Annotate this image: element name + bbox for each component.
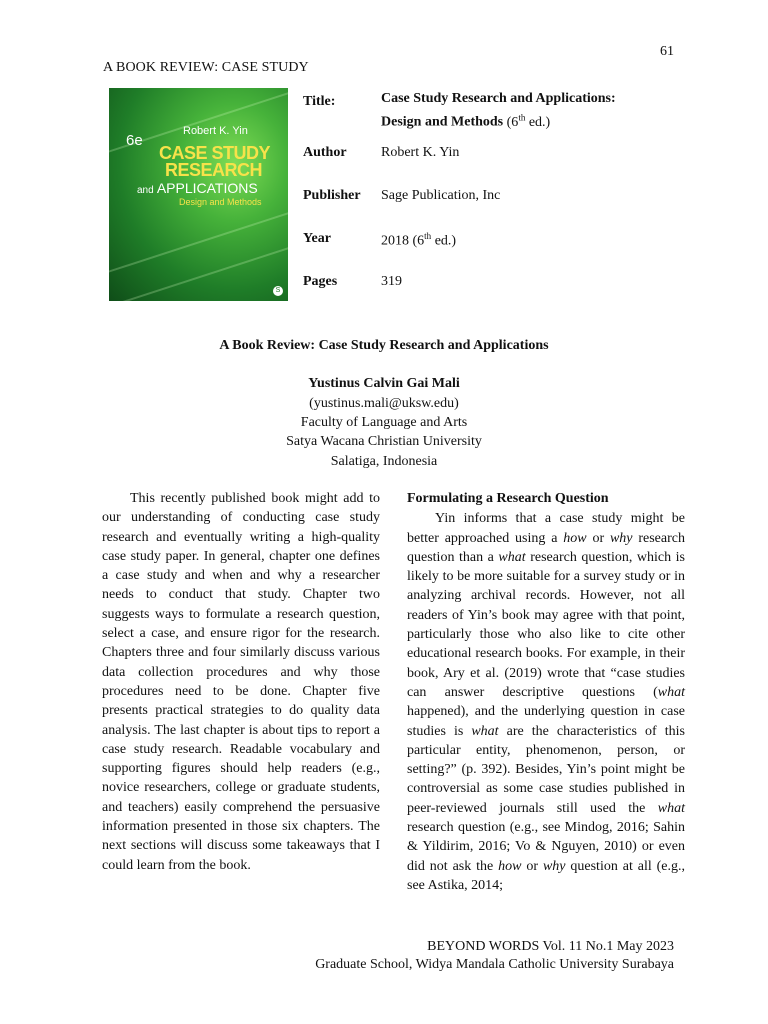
emphasis: how bbox=[563, 530, 587, 546]
text-segment: question at all (e.g., see Astika, 2014; bbox=[407, 858, 685, 893]
info-year-post: ed.) bbox=[431, 233, 457, 249]
text-segment: research question than a bbox=[407, 530, 685, 565]
author-city: Salatiga, Indonesia bbox=[330, 454, 438, 469]
info-pages-label: Pages bbox=[303, 274, 338, 289]
emphasis: why bbox=[609, 530, 633, 546]
text-segment: are the characteristics of this particular entity, phenomenon, person, or setting?” (p. 392). Besides, Yin’s point might be controversial as some case studies published in peer-reviewed journals still used the bbox=[407, 723, 685, 816]
cover-title-applications: APPLICATIONS bbox=[156, 180, 258, 196]
cover-title-and: and bbox=[137, 185, 154, 196]
info-title-line1: Case Study Research and Applications: bbox=[381, 91, 616, 106]
info-title-line2: Design and Methods bbox=[381, 114, 504, 130]
info-publisher-label: Publisher bbox=[303, 188, 361, 203]
article-title: A Book Review: Case Study Research and Applications bbox=[219, 338, 549, 353]
cover-subtitle: Design and Methods bbox=[179, 197, 262, 207]
info-title-label: Title: bbox=[303, 94, 336, 109]
author-email: (yustinus.mali@uksw.edu) bbox=[309, 396, 459, 411]
left-column bbox=[102, 489, 380, 875]
page-number: 61 bbox=[660, 44, 674, 59]
info-year-sup: th bbox=[424, 231, 432, 241]
info-year-value bbox=[381, 231, 456, 250]
info-author-label: Author bbox=[303, 145, 347, 160]
text-segment: or bbox=[586, 530, 610, 546]
emphasis: what bbox=[498, 549, 526, 565]
text-segment: research question (e.g., see Mindog, 2016; Sahin & Yildirim, 2016; Vo & Nguyen, 2010) or even did not ask the bbox=[407, 820, 685, 874]
info-year-pre: 2018 (6 bbox=[381, 233, 425, 249]
info-author-value: Robert K. Yin bbox=[381, 145, 460, 160]
author-faculty: Faculty of Language and Arts bbox=[300, 415, 468, 430]
author-name: Yustinus Calvin Gai Mali bbox=[308, 376, 460, 391]
cover-title-line2: RESEARCH bbox=[165, 160, 263, 180]
emphasis: why bbox=[542, 858, 566, 874]
footer-journal: BEYOND WORDS Vol. 11 No.1 May 2023 bbox=[427, 939, 674, 954]
right-column bbox=[407, 489, 685, 895]
text-segment: happened), and the underlying question in case studies is bbox=[407, 704, 685, 739]
info-title-ed-sup: th bbox=[518, 112, 526, 122]
info-title-value bbox=[381, 89, 616, 132]
footer-school: Graduate School, Widya Mandala Catholic University Surabaya bbox=[315, 957, 674, 972]
cover-title-line1: CASE STUDY bbox=[159, 143, 271, 163]
emphasis: what bbox=[471, 723, 499, 739]
info-title-ed-pre: (6 bbox=[506, 114, 519, 130]
emphasis: what bbox=[657, 800, 685, 816]
info-title-ed-post: ed.) bbox=[525, 114, 551, 130]
emphasis: how bbox=[498, 858, 522, 874]
publisher-logo-icon: S bbox=[273, 286, 283, 296]
text-segment: research question, which is likely to be more suitable for a survey study or in analyzing archival records. However, not all readers of Yin’s book may agree with that point, particularly those who also like to cite other educational research books. For example, in their book, Ary et al. (2019) wrote that “case studies can answer descriptive questions ( bbox=[407, 549, 685, 700]
section-paragraph bbox=[407, 509, 685, 895]
section-heading: Formulating a Research Question bbox=[407, 491, 609, 506]
cover-author: Robert K. Yin bbox=[183, 125, 248, 137]
cover-edition: 6e bbox=[126, 132, 143, 149]
text-segment: or bbox=[521, 858, 543, 874]
intro-paragraph: This recently published book might add to our understanding of conducting case study research and eventually writing a high-quality case study paper. In general, chapter one defines a case study and when and why a researcher needs to conduct that study. Chapter two suggests ways to formulate a research question, select a case, and ensure rigor for the research. Chapters three and four similarly discuss various data collection procedures and why those procedures need to be done. Chapter five presents practical strategies to do quality data analysis. The last chapter is about tips to report a case study research. Readable vocabulary and supporting figures should help readers (e.g., novice researchers, college or graduate students, and teachers) easily comprehend the persuasive information presented in those six chapters. The next sections will discuss some takeaways that I could learn from the book. bbox=[102, 491, 380, 873]
info-year-label: Year bbox=[303, 231, 331, 246]
cover-title-line3 bbox=[137, 180, 258, 196]
info-pages-value: 319 bbox=[381, 274, 402, 289]
author-university: Satya Wacana Christian University bbox=[286, 434, 482, 449]
emphasis: what bbox=[657, 684, 685, 700]
running-head: A BOOK REVIEW: CASE STUDY bbox=[103, 60, 309, 75]
book-cover-image bbox=[109, 88, 288, 301]
text-segment: Yin informs that a case study might be better approached using a bbox=[407, 511, 685, 546]
info-publisher-value: Sage Publication, Inc bbox=[381, 188, 501, 203]
